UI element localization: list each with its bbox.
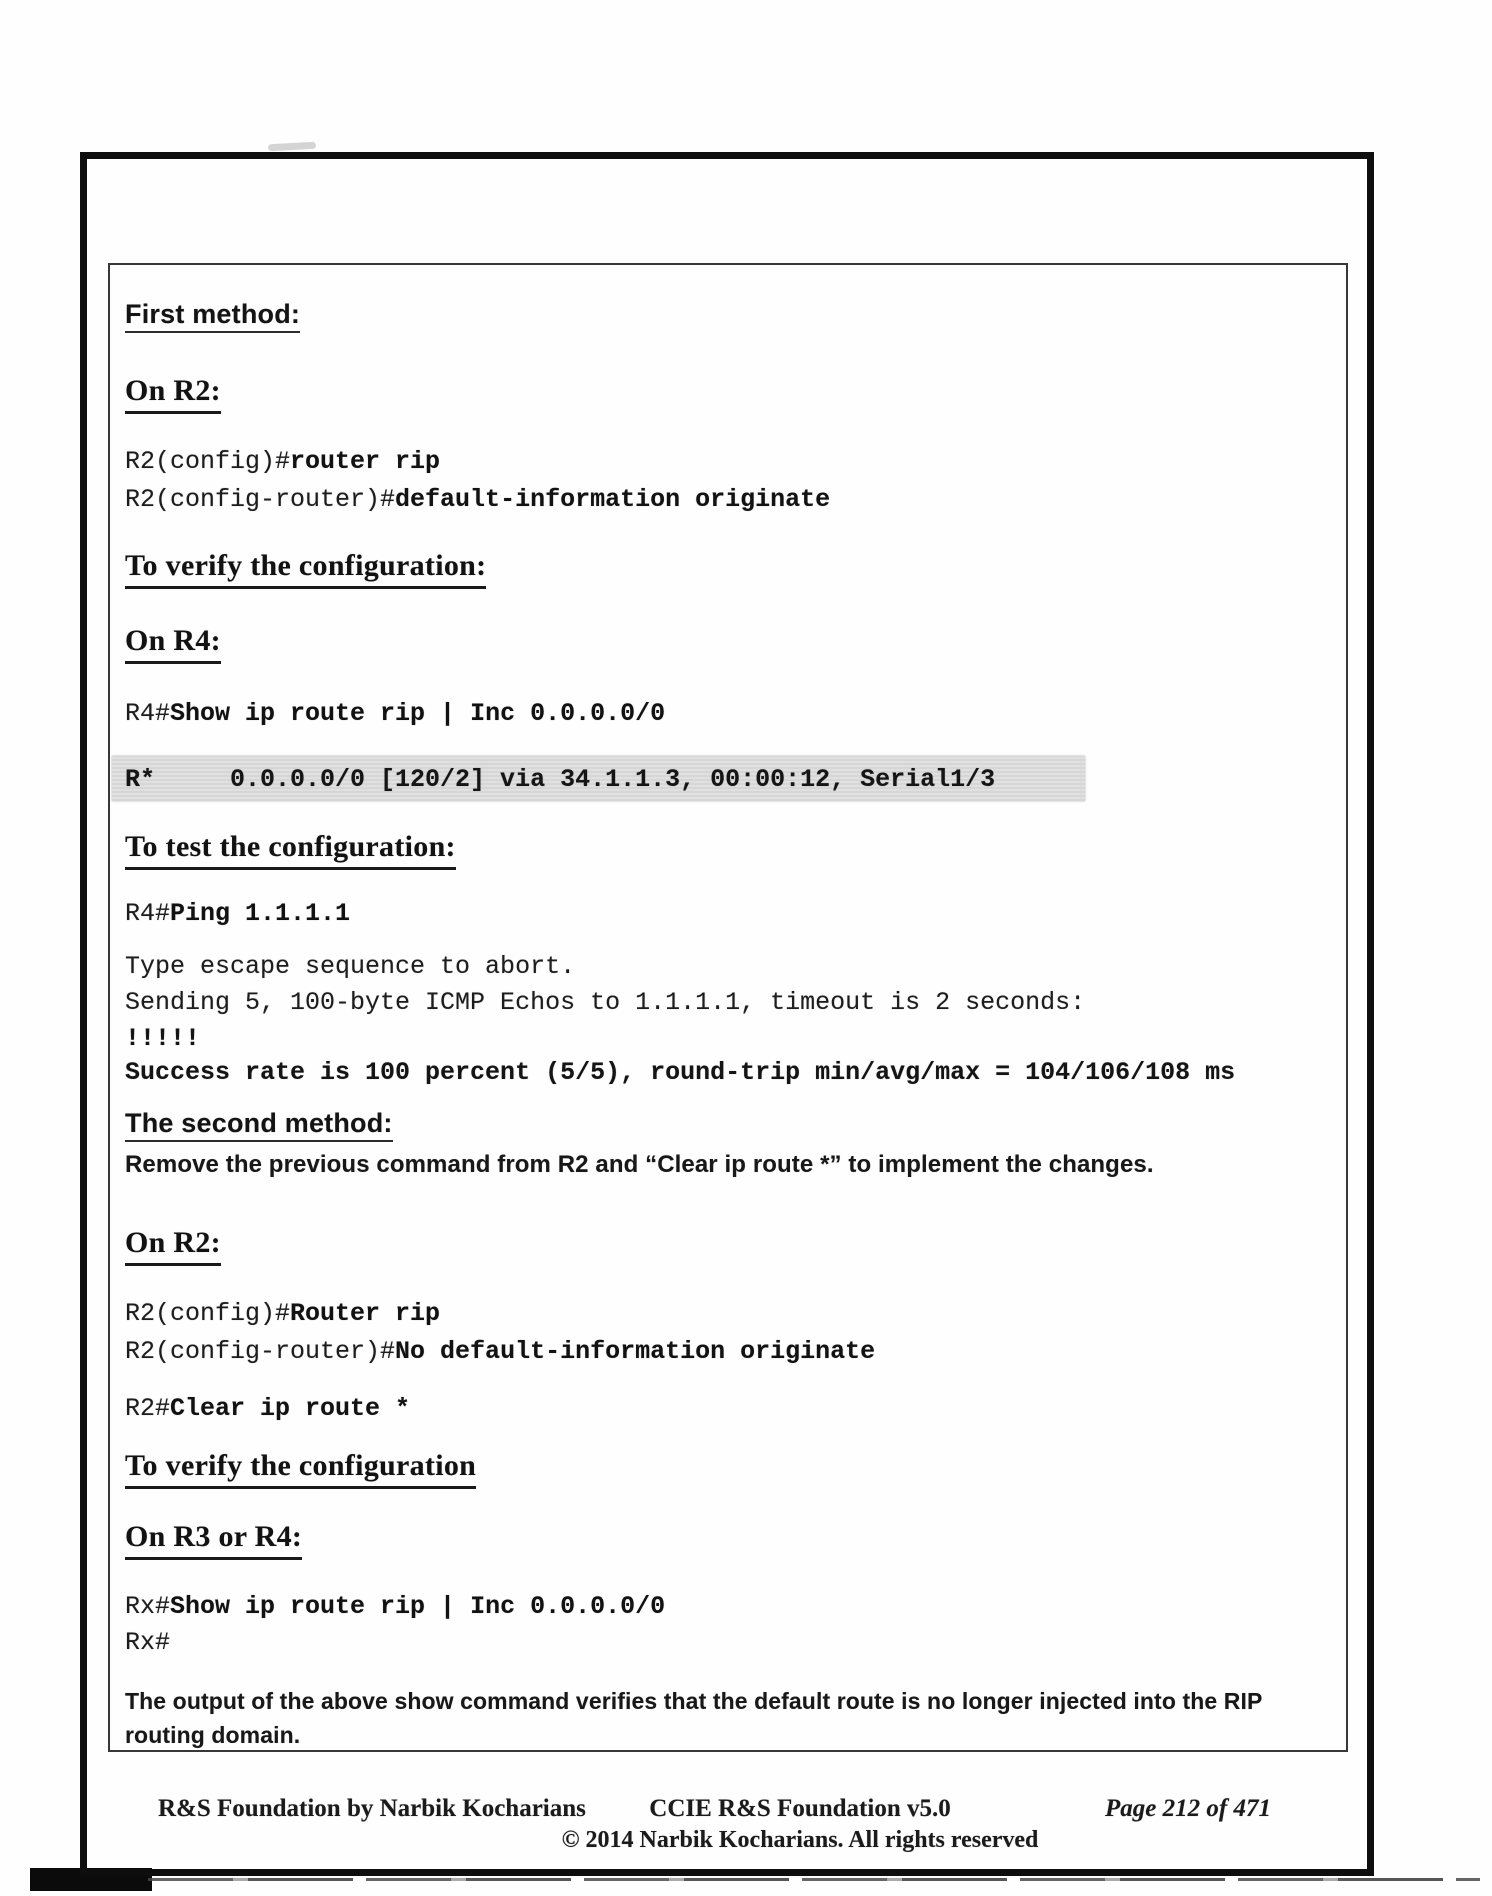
heading-on-r3-r4-label: On R3 or R4: <box>125 1520 302 1560</box>
cli-command: Router rip <box>290 1299 441 1328</box>
cli-prompt: R2# <box>125 1394 171 1423</box>
cli-prompt: R4# <box>125 899 171 928</box>
code-default-information <box>125 485 830 514</box>
paragraph-output-note: The output of the above show command verifies that the default route is no longer injected into the RIP routing domain. <box>125 1688 1262 1748</box>
heading-on-r2-2 <box>125 1226 221 1266</box>
cli-command: router rip <box>290 447 441 476</box>
heading-verify-1 <box>125 549 486 589</box>
heading-first-method <box>125 299 300 333</box>
code-show-ip-route-r4 <box>125 699 665 728</box>
cli-command: Show ip route rip | Inc 0.0.0.0/0 <box>170 699 666 728</box>
code-clear-ip-route <box>125 1394 410 1423</box>
cli-prompt: R2(config)# <box>125 447 291 476</box>
ping-output-line-3: !!!!! <box>125 1024 201 1053</box>
code-router-rip <box>125 447 440 476</box>
cli-prompt: R2(config-router)# <box>125 1337 396 1366</box>
code-ping <box>125 899 350 928</box>
heading-on-r3-r4 <box>125 1520 302 1560</box>
heading-on-r4-label: On R4: <box>125 624 221 664</box>
code-no-default-information <box>125 1337 875 1366</box>
heading-first-method-label: First method: <box>125 299 300 333</box>
cli-prompt: Rx# <box>125 1592 171 1621</box>
footer-center-title: CCIE R&S Foundation v5.0 <box>649 1795 951 1822</box>
cli-command: No default-information originate <box>395 1337 876 1366</box>
ping-output-line-2: Sending 5, 100-byte ICMP Echos to 1.1.1.1, timeout is 2 seconds: <box>125 988 1086 1017</box>
cli-prompt: R4# <box>125 699 171 728</box>
heading-on-r2-2-label: On R2: <box>125 1226 221 1266</box>
code-show-ip-route-rx <box>125 1592 665 1621</box>
heading-test-label: To test the configuration: <box>125 830 456 870</box>
top-scan-smudge <box>268 142 316 152</box>
cli-command: default-information originate <box>395 485 831 514</box>
bottom-scan-line <box>148 1878 1480 1881</box>
footer-left-credit: R&S Foundation by Narbik Kocharians <box>158 1795 586 1822</box>
heading-second-method-label: The second method: <box>125 1108 393 1142</box>
cli-prompt: R2(config)# <box>125 1299 291 1328</box>
highlighted-route-line: R* 0.0.0.0/0 [120/2] via 34.1.1.3, 00:00:12, Serial1/3 <box>125 765 996 794</box>
footer-page-number: Page 212 of 471 <box>1105 1795 1271 1822</box>
code-router-rip-2 <box>125 1299 440 1328</box>
cli-command: Show ip route rip | Inc 0.0.0.0/0 <box>170 1592 666 1621</box>
footer-copyright: © 2014 Narbik Kocharians. All rights reserved <box>561 1827 1039 1853</box>
code-rx-prompt: Rx# <box>125 1628 171 1657</box>
paragraph-remove-note: Remove the previous command from R2 and “Clear ip route *” to implement the changes. <box>125 1151 1154 1178</box>
heading-on-r4 <box>125 624 221 664</box>
ping-output-line-4: Success rate is 100 percent (5/5), round-trip min/avg/max = 104/106/108 ms <box>125 1058 1236 1087</box>
ping-output-line-1: Type escape sequence to abort. <box>125 952 576 981</box>
heading-on-r2-1-label: On R2: <box>125 374 221 414</box>
heading-verify-1-label: To verify the configuration: <box>125 549 486 589</box>
heading-test <box>125 830 456 870</box>
cli-prompt: R2(config-router)# <box>125 485 396 514</box>
heading-on-r2-1 <box>125 374 221 414</box>
heading-second-method <box>125 1108 393 1142</box>
cli-command: Ping 1.1.1.1 <box>170 899 351 928</box>
heading-verify-2-label: To verify the configuration <box>125 1449 476 1489</box>
cli-command: Clear ip route * <box>170 1394 411 1423</box>
heading-verify-2 <box>125 1449 476 1489</box>
